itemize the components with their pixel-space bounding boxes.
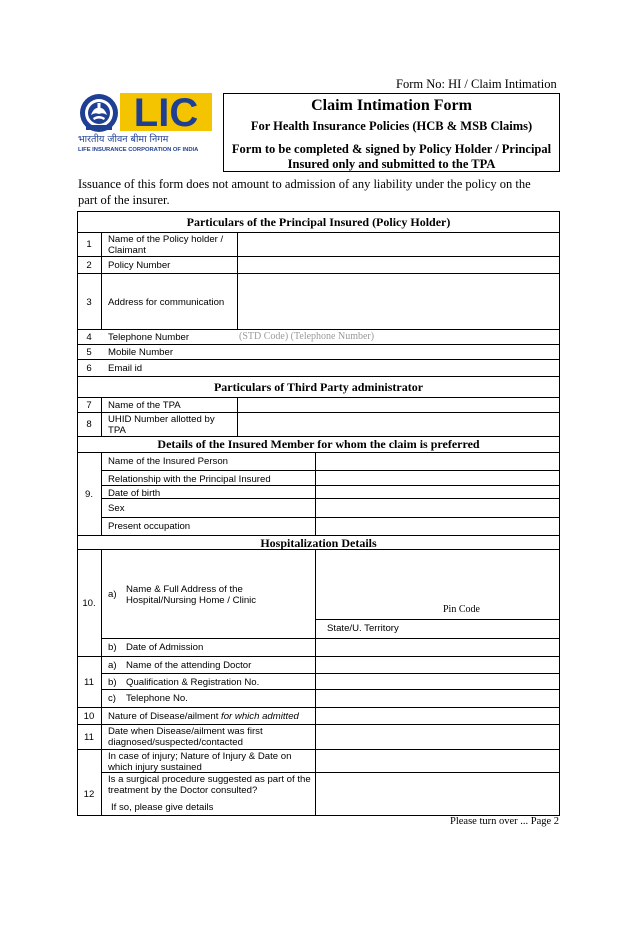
row-number: 2 bbox=[86, 260, 92, 271]
address-label: Address for communication bbox=[108, 297, 225, 308]
policy-holder-name-field[interactable] bbox=[238, 233, 559, 256]
policy-number-field[interactable] bbox=[238, 257, 559, 273]
row-number: 7 bbox=[86, 400, 92, 411]
sex-label: Sex bbox=[108, 503, 125, 514]
uhid-field[interactable] bbox=[238, 413, 559, 436]
telephone-label: Telephone Number bbox=[108, 332, 190, 343]
lic-emblem-icon bbox=[78, 92, 218, 152]
form-instruction bbox=[224, 142, 559, 172]
row-number: 12 bbox=[83, 789, 95, 800]
insured-person-name-field[interactable] bbox=[316, 453, 559, 470]
row-number: 8 bbox=[86, 419, 92, 430]
svg-text:LIC: LIC bbox=[133, 92, 199, 135]
row-number: 9. bbox=[84, 489, 93, 500]
occupation-label: Present occupation bbox=[108, 521, 191, 532]
sex-field[interactable] bbox=[316, 499, 559, 517]
doctor-telephone-label: Telephone No. bbox=[126, 693, 188, 704]
row-number: 11 bbox=[84, 677, 94, 688]
qualification-label: Qualification & Registration No. bbox=[126, 677, 260, 688]
insured-person-name-label: Name of the Insured Person bbox=[108, 456, 228, 467]
policy-holder-name-label: Name of the Policy holder / Claimant bbox=[108, 234, 224, 256]
lic-logo bbox=[78, 92, 218, 152]
section-tpa: Particulars of Third Party administrator bbox=[213, 380, 424, 394]
surgical-procedure-field[interactable] bbox=[316, 773, 559, 815]
item-marker: b) bbox=[108, 677, 117, 688]
hospital-address-label: Name & Full Address of the Hospital/Nursing Home / Clinic bbox=[126, 584, 257, 606]
svg-text:भारतीय जीवन बीमा निगम: भारतीय जीवन बीमा निगम bbox=[78, 134, 169, 145]
tpa-name-field[interactable] bbox=[238, 398, 559, 412]
row-number: 6 bbox=[86, 363, 92, 374]
mobile-field[interactable] bbox=[238, 345, 559, 359]
doctor-name-field[interactable] bbox=[316, 657, 559, 673]
row-number: 3 bbox=[86, 297, 92, 308]
telephone-field[interactable]: (STD Code) (Telephone Number) bbox=[239, 331, 375, 342]
row-number: 5 bbox=[86, 347, 92, 358]
occupation-field[interactable] bbox=[316, 518, 559, 535]
disease-nature-label: Nature of Disease/ailment for which admitted bbox=[108, 711, 299, 722]
date-of-birth-field[interactable] bbox=[316, 486, 559, 498]
form-subtitle: For Health Insurance Policies (HCB & MSB Claims) bbox=[250, 119, 533, 133]
admission-date-label: Date of Admission bbox=[126, 642, 204, 653]
email-label: Email id bbox=[108, 363, 143, 374]
state-territory-label: State/U. Territory bbox=[327, 623, 399, 634]
item-marker: b) bbox=[108, 642, 117, 653]
row-number: 11 bbox=[84, 732, 94, 743]
policy-number-label: Policy Number bbox=[108, 260, 171, 271]
disclaimer-line-1: Issuance of this form does not amount to admission of any liability under the policy on the bbox=[78, 177, 531, 191]
tpa-name-label: Name of the TPA bbox=[108, 400, 181, 411]
page-footer: Please turn over ... Page 2 bbox=[450, 816, 560, 827]
injury-field[interactable] bbox=[316, 750, 559, 772]
qualification-field[interactable] bbox=[316, 674, 559, 689]
disclaimer-line-2: part of the insurer. bbox=[78, 193, 170, 207]
item-marker: c) bbox=[108, 693, 116, 704]
section-hospitalization: Hospitalization Details bbox=[260, 536, 377, 550]
admission-date-field[interactable] bbox=[316, 639, 559, 656]
row-number: 1 bbox=[86, 239, 92, 250]
relationship-field[interactable] bbox=[316, 471, 559, 485]
row-number: 10. bbox=[82, 598, 96, 609]
diagnosis-date-label: Date when Disease/ailment was first diagnosed/suspected/contacted bbox=[108, 726, 263, 748]
form-number: Form No: HI / Claim Intimation bbox=[396, 77, 557, 91]
email-field[interactable] bbox=[238, 360, 559, 376]
title-box bbox=[223, 93, 560, 172]
surgical-procedure-label: Is a surgical procedure suggested as part of the treatment by the Doctor consulted? bbox=[108, 774, 311, 796]
row-number: 4 bbox=[86, 332, 92, 343]
surgical-details-label: If so, please give details bbox=[111, 802, 214, 813]
section-principal-insured: Particulars of the Principal Insured (Policy Holder) bbox=[186, 215, 451, 229]
uhid-label: UHID Number allotted by TPA bbox=[108, 414, 215, 436]
hospital-address-field[interactable] bbox=[316, 550, 559, 619]
date-of-birth-label: Date of birth bbox=[108, 488, 161, 499]
address-field[interactable] bbox=[238, 274, 559, 329]
doctor-telephone-field[interactable] bbox=[316, 690, 559, 707]
claim-form-table bbox=[77, 211, 560, 817]
pin-code-label: Pin Code bbox=[443, 604, 480, 615]
section-insured-member: Details of the Insured Member for whom the claim is preferred bbox=[157, 437, 480, 451]
item-marker: a) bbox=[108, 589, 117, 600]
row-number: 10 bbox=[83, 711, 95, 722]
relationship-label: Relationship with the Principal Insured bbox=[108, 474, 271, 485]
disease-nature-field[interactable] bbox=[316, 708, 559, 724]
svg-text:LIFE INSURANCE CORPORATION OF: LIFE INSURANCE CORPORATION OF INDIA bbox=[78, 147, 199, 152]
item-marker: a) bbox=[108, 660, 117, 671]
issuance-disclaimer bbox=[78, 176, 558, 208]
instruction-line-2: Insured only and submitted to the TPA bbox=[287, 157, 496, 171]
diagnosis-date-field[interactable] bbox=[316, 725, 559, 749]
instruction-line-1: Form to be completed & signed by Policy Holder / Principal bbox=[231, 142, 552, 156]
form-title: Claim Intimation Form bbox=[311, 97, 472, 114]
injury-label: In case of injury; Nature of Injury & Date on which injury sustained bbox=[108, 751, 292, 773]
mobile-label: Mobile Number bbox=[108, 347, 174, 358]
doctor-name-label: Name of the attending Doctor bbox=[126, 660, 252, 671]
